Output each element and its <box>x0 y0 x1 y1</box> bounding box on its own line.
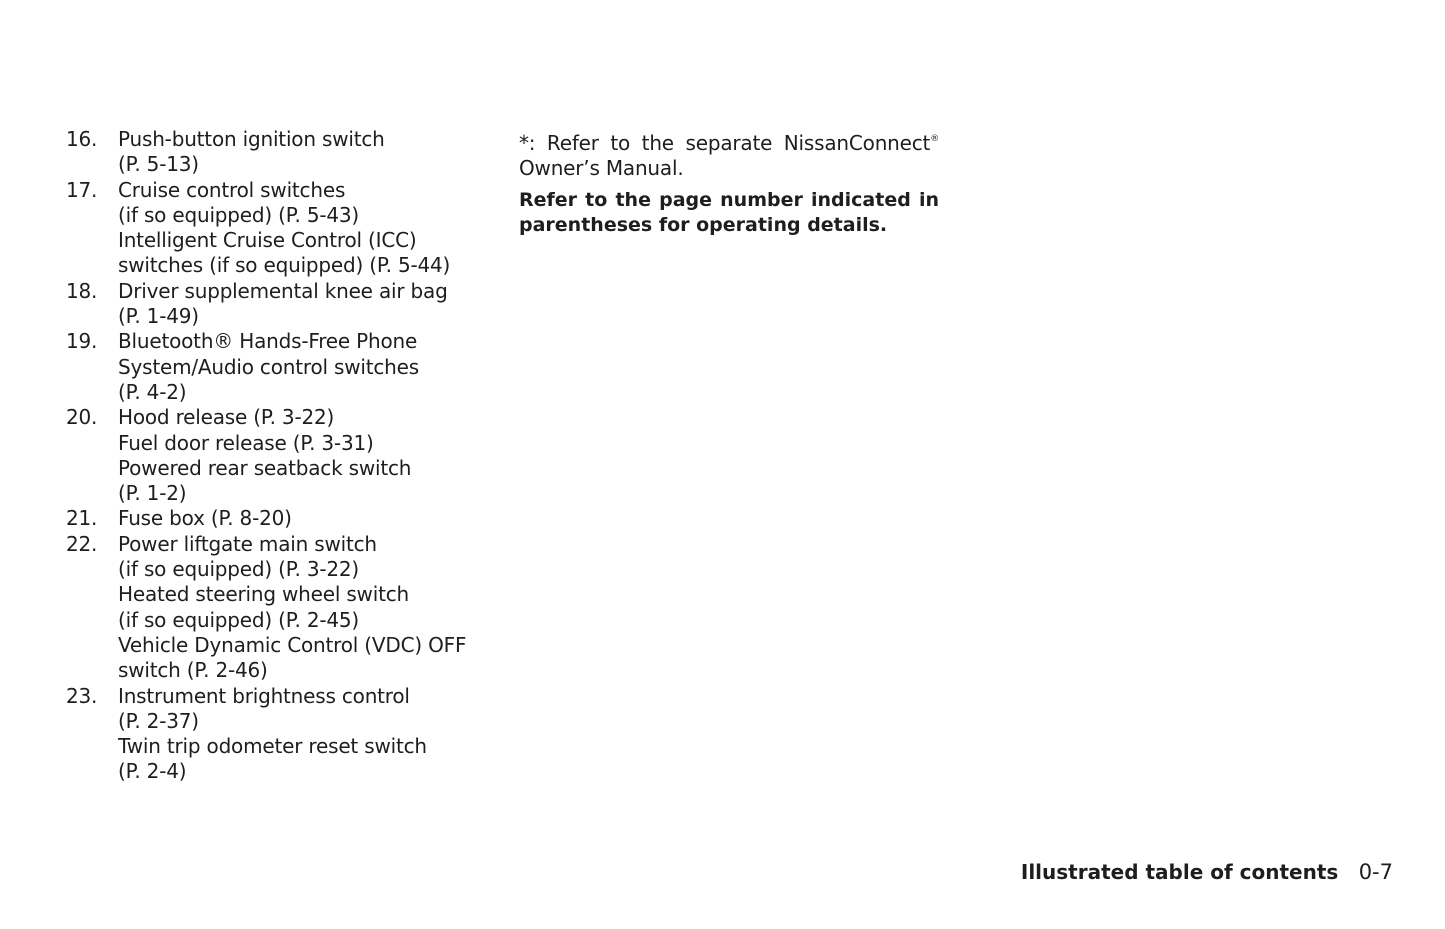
item-text <box>118 127 496 178</box>
item-text <box>118 279 496 330</box>
item-line: Push-button ignition switch <box>118 127 385 151</box>
list-item <box>66 405 496 506</box>
item-line: (P. 1-49) <box>118 304 199 329</box>
note-line-2: Owner’s Manual. <box>519 156 684 180</box>
item-line: (P. 2-4) <box>118 759 187 784</box>
item-text <box>118 329 496 405</box>
numbered-item-list <box>66 127 496 785</box>
item-line: (P. 2-37) <box>118 708 199 733</box>
item-line: Power liftgate main switch <box>118 531 377 556</box>
item-line: Instrument brightness control <box>118 683 410 708</box>
item-number: 16. <box>66 127 98 151</box>
item-line: Powered rear seatback switch <box>118 455 412 480</box>
item-line: Bluetooth® Hands-Free Phone <box>118 329 418 354</box>
item-text <box>118 405 496 506</box>
item-line: Twin trip odometer reset switch <box>118 734 427 759</box>
item-line: Vehicle Dynamic Control (VDC) OFF <box>118 632 467 657</box>
item-text <box>118 532 496 684</box>
section-title: Illustrated table of contents <box>1020 860 1339 884</box>
item-number: 20. <box>66 405 98 430</box>
item-line: (P. 5-13) <box>118 152 199 177</box>
nissanconnect-note <box>519 127 939 181</box>
list-item <box>66 329 496 405</box>
item-text <box>118 684 496 785</box>
item-line: Fuse box (P. 8-20) <box>118 506 292 531</box>
item-line: (P. 4-2) <box>118 379 187 404</box>
item-text <box>118 178 496 279</box>
item-line: Heated steering wheel switch <box>118 582 409 607</box>
list-item <box>66 178 496 279</box>
item-number: 21. <box>66 506 98 531</box>
item-line: Fuel door release (P. 3-31) <box>118 430 374 455</box>
registered-mark: ® <box>930 134 939 144</box>
note-line-1: *: Refer to the separate NissanConnect® <box>519 131 939 155</box>
item-line: Cruise control switches <box>118 177 346 202</box>
item-line: System/Audio control switches <box>118 354 419 379</box>
item-line: (if so equipped) (P. 3-22) <box>118 557 360 582</box>
item-text <box>118 506 496 531</box>
item-line: Hood release (P. 3-22) <box>118 405 335 430</box>
item-line: Driver supplemental knee air bag <box>118 278 448 303</box>
item-number: 23. <box>66 683 98 708</box>
list-item <box>66 127 496 178</box>
item-line: Intelligent Cruise Control (ICC) <box>118 228 417 253</box>
page-reference-note: Refer to the page number indicated in parentheses for operating details. <box>519 189 939 236</box>
item-line: switch (P. 2-46) <box>118 658 268 683</box>
item-number: 19. <box>66 329 98 354</box>
item-number: 18. <box>66 278 98 303</box>
item-line: switches (if so equipped) (P. 5-44) <box>118 253 451 278</box>
list-item <box>66 684 496 785</box>
list-item <box>66 532 496 684</box>
item-line: (if so equipped) (P. 5-43) <box>118 202 360 227</box>
list-item <box>66 279 496 330</box>
item-line: (if so equipped) (P. 2-45) <box>118 607 360 632</box>
page-number: 0-7 <box>1358 860 1393 884</box>
item-number: 17. <box>66 177 98 202</box>
item-number: 22. <box>66 531 98 556</box>
page-footer <box>1021 860 1393 884</box>
item-line: (P. 1-2) <box>118 481 187 506</box>
list-item <box>66 506 496 531</box>
